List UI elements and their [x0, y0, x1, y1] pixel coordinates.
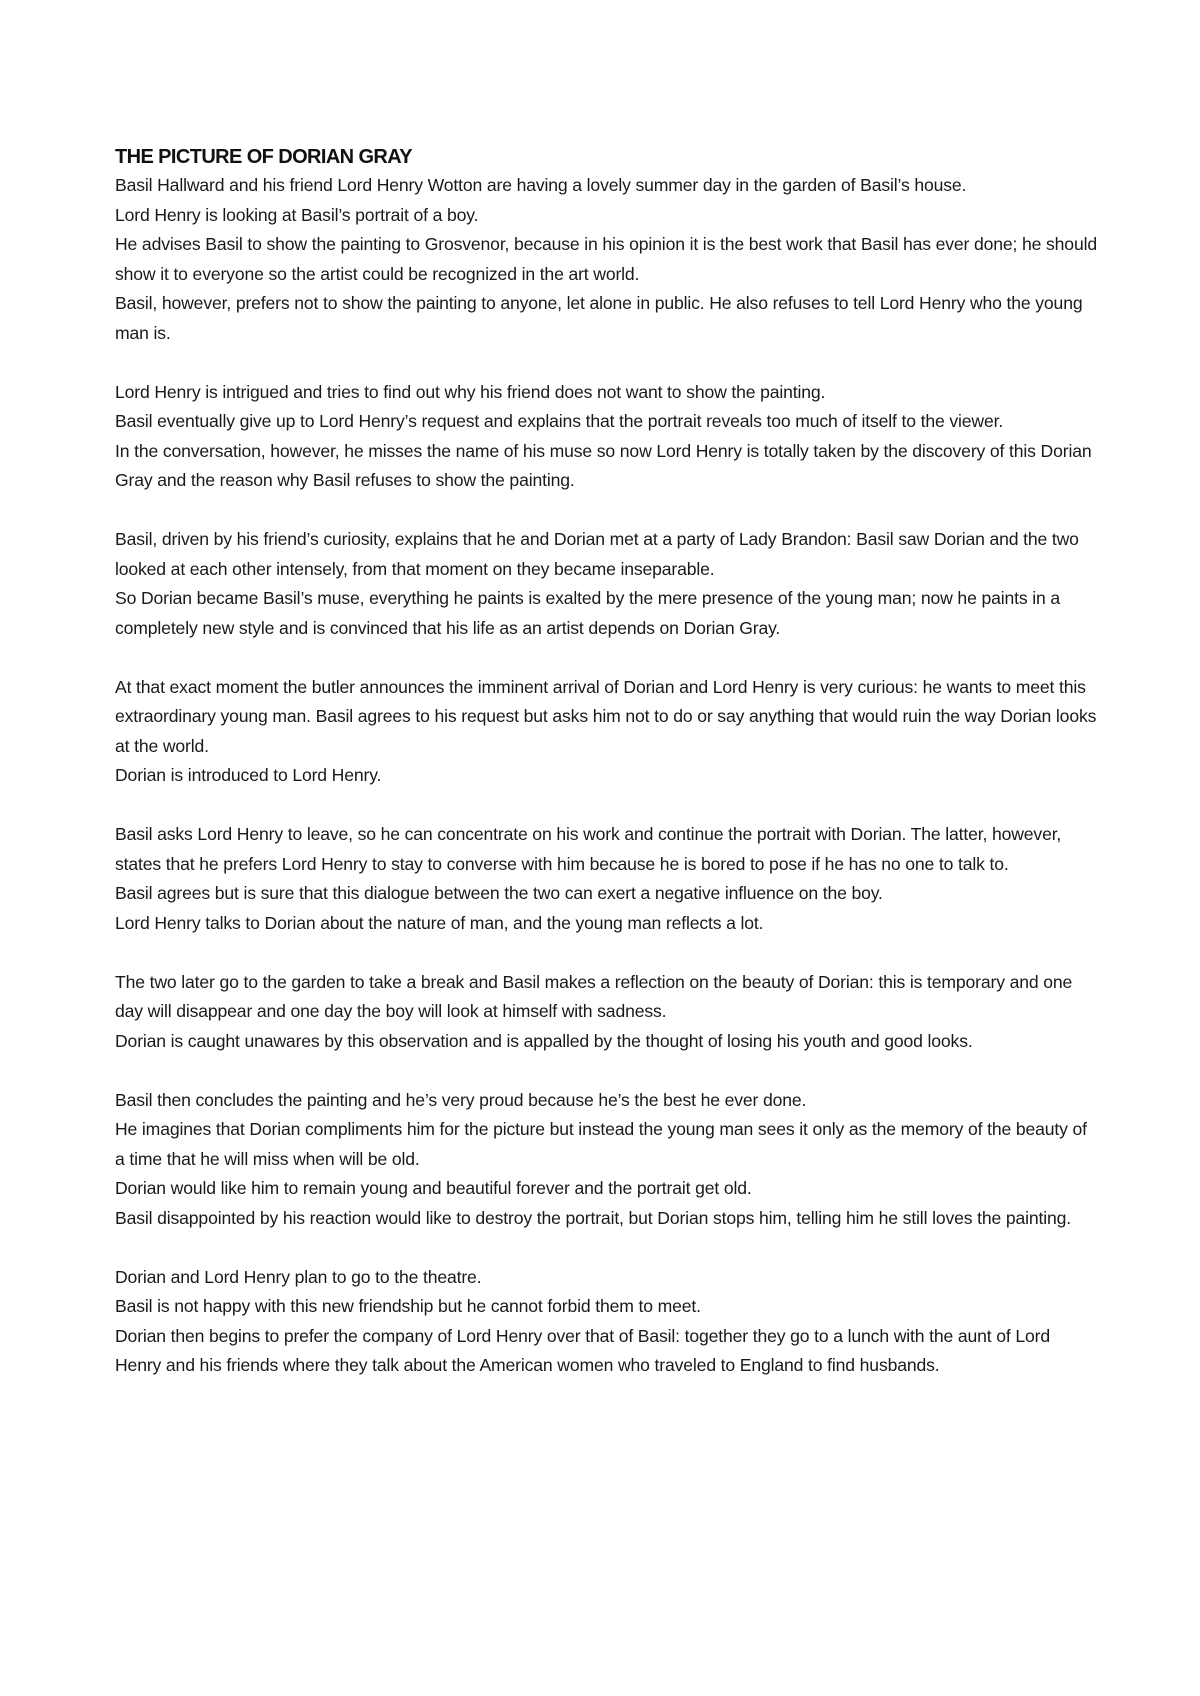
paragraph-break [115, 791, 1100, 821]
paragraph: Basil disappointed by his reaction would like to destroy the portrait, but Dorian stops him, telling him he still loves the painting. [115, 1207, 1072, 1228]
paragraph: Lord Henry talks to Dorian about the nature of man, and the young man reflects a lot. [115, 912, 764, 933]
paragraph: Basil Hallward and his friend Lord Henry Wotton are having a lovely summer day in the garden of Basil’s house. [115, 175, 967, 195]
paragraph: Dorian then begins to prefer the company of Lord Henry over that of Basil: together they go to a lunch with the aunt of Lord Henry and his friends where they talk about the American women who traveled to England to find husbands. [115, 1325, 1050, 1375]
paragraph: Dorian is introduced to Lord Henry. [115, 765, 382, 785]
paragraph: Basil is not happy with this new friendship but he cannot forbid them to meet. [115, 1296, 701, 1316]
paragraph-break [115, 348, 1100, 378]
paragraph: Dorian would like him to remain young and beautiful forever and the portrait get old. [115, 1178, 752, 1198]
paragraph: Basil then concludes the painting and he’s very proud because he’s the best he ever done. [115, 1089, 807, 1110]
paragraph-break [115, 496, 1100, 526]
paragraph: Dorian is caught unawares by this observation and is appalled by the thought of losing his youth and good looks. [115, 1030, 973, 1051]
paragraph: Lord Henry is looking at Basil’s portrait of a boy. [115, 204, 479, 225]
paragraph: He imagines that Dorian compliments him for the picture but instead the young man sees it only as the memory of the beauty of a time that he will miss when will be old. [115, 1119, 1087, 1169]
paragraph: Basil, driven by his friend’s curiosity, explains that he and Dorian met at a party of Lady Brandon: Basil saw Dorian and the two looked at each other intensely, from that moment on they became inseparable. [115, 529, 1079, 579]
paragraph-break [115, 1056, 1100, 1086]
paragraph: Lord Henry is intrigued and tries to find out why his friend does not want to show the painting. [115, 381, 826, 402]
paragraph: At that exact moment the butler announces the imminent arrival of Dorian and Lord Henry is very curious: he wants to meet this extraordinary young man. Basil agrees to his request but asks him not to do or say anything that would ruin the way Dorian looks at the world. [115, 676, 1097, 756]
paragraph: So Dorian became Basil’s muse, everything he paints is exalted by the mere presence of the young man; now he paints in a completely new style and is convinced that his life as an artist depends on Dorian Gray. [115, 588, 1060, 638]
document-title: THE PICTURE OF DORIAN GRAY [115, 146, 413, 168]
paragraph-break [115, 1233, 1100, 1263]
paragraph: Dorian and Lord Henry plan to go to the theatre. [115, 1266, 482, 1287]
document-body [115, 171, 1100, 1381]
paragraph: Basil, however, prefers not to show the painting to anyone, let alone in public. He also refuses to tell Lord Henry who the young man is. [115, 293, 1083, 343]
paragraph: In the conversation, however, he misses the name of his muse so now Lord Henry is totally taken by the discovery of this Dorian Gray and the reason why Basil refuses to show the painting. [115, 440, 1092, 490]
paragraph-break [115, 938, 1100, 968]
paragraph: Basil eventually give up to Lord Henry’s request and explains that the portrait reveals too much of itself to the viewer. [115, 411, 1004, 431]
paragraph: He advises Basil to show the painting to Grosvenor, because in his opinion it is the best work that Basil has ever done; he should show it to everyone so the artist could be recognized in the art world. [115, 234, 1097, 284]
paragraph: Basil asks Lord Henry to leave, so he can concentrate on his work and continue the portrait with Dorian. The latter, however, states that he prefers Lord Henry to stay to converse with him because he is bored to pose if he has no one to talk to. [115, 824, 1062, 874]
paragraph: The two later go to the garden to take a break and Basil makes a reflection on the beauty of Dorian: this is temporary and one day will disappear and one day the boy will look at himself with sadness. [115, 971, 1073, 1021]
document-page [115, 143, 1100, 1381]
paragraph: Basil agrees but is sure that this dialogue between the two can exert a negative influence on the boy. [115, 883, 883, 903]
paragraph-break [115, 643, 1100, 673]
